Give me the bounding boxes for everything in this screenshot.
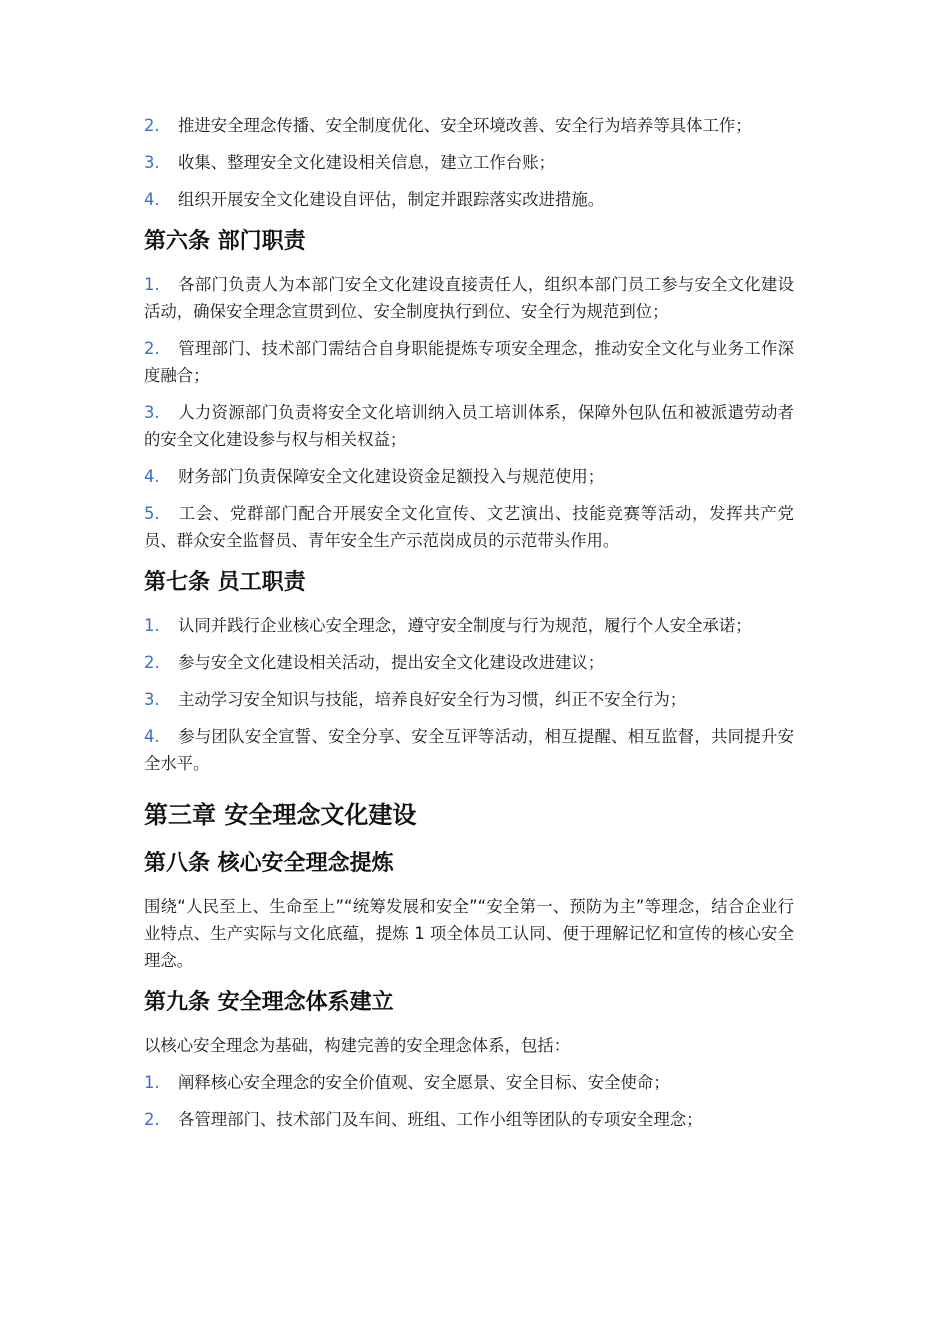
list-text: 财务部门负责保障安全文化建设资金足额投入与规范使用；: [178, 467, 605, 486]
list-number: 1.: [144, 275, 160, 294]
article6-list: [144, 271, 794, 554]
list-text: 各部门负责人为本部门安全文化建设直接责任人，组织本部门员工参与安全文化建设活动，确保安全理念宣贯到位、安全制度执行到位、安全行为规范到位；: [144, 275, 794, 321]
list-text: 参与安全文化建设相关活动，提出安全文化建设改进建议；: [178, 653, 605, 672]
list-text: 各管理部门、技术部门及车间、班组、工作小组等团队的专项安全理念；: [178, 1110, 703, 1129]
list-number: 2.: [144, 1110, 160, 1129]
article7-list: [144, 612, 794, 777]
list-item: [144, 1106, 794, 1133]
list-text: 参与团队安全宣誓、安全分享、安全互评等活动，相互提醒、相互监督，共同提升安全水平。: [144, 727, 794, 773]
list-number: 3.: [144, 690, 160, 709]
list-item: [144, 399, 794, 453]
list-text: 阐释核心安全理念的安全价值观、安全愿景、安全目标、安全使命；: [178, 1073, 670, 1092]
list-item: [144, 1069, 794, 1096]
list-text: 推进安全理念传播、安全制度优化、安全环境改善、安全行为培养等具体工作；: [178, 116, 752, 135]
article8-body: 围绕“人民至上、生命至上”“统筹发展和安全”“安全第一、预防为主”等理念，结合企业行业特点、生产实际与文化底蕴，提炼 1 项全体员工认同、便于理解记忆和宣传的核心安全理念。: [144, 897, 794, 970]
list-text: 管理部门、技术部门需结合自身职能提炼专项安全理念，推动安全文化与业务工作深度融合；: [144, 339, 794, 385]
list-number: 1.: [144, 1073, 160, 1092]
list-item: [144, 186, 794, 213]
article9-list: [144, 1069, 794, 1133]
list-item: [144, 271, 794, 325]
list-text: 收集、整理安全文化建设相关信息，建立工作台账；: [178, 153, 555, 172]
list-text: 人力资源部门负责将安全文化培训纳入员工培训体系，保障外包队伍和被派遣劳动者的安全文化建设参与权与相关权益；: [144, 403, 794, 449]
list-item: [144, 649, 794, 676]
list-item: [144, 335, 794, 389]
document-page: [144, 112, 794, 1143]
article9-heading: 第九条 安全理念体系建立: [144, 990, 394, 1015]
list-item: [144, 686, 794, 713]
list-text: 认同并践行企业核心安全理念，遵守安全制度与行为规范，履行个人安全承诺；: [178, 616, 752, 635]
article7-heading: 第七条 员工职责: [144, 570, 306, 595]
list-text: 工会、党群部门配合开展安全文化宣传、文艺演出、技能竞赛等活动，发挥共产党员、群众安全监督员、青年安全生产示范岗成员的示范带头作用。: [144, 504, 794, 550]
list-item: [144, 500, 794, 554]
article8-heading: 第八条 核心安全理念提炼: [144, 851, 394, 876]
article9-body: 以核心安全理念为基础，构建完善的安全理念体系，包括：: [144, 1036, 571, 1055]
list-number: 1.: [144, 616, 160, 635]
list-number: 4.: [144, 727, 160, 746]
list-number: 5.: [144, 504, 160, 523]
list-number: 3.: [144, 403, 160, 422]
list-number: 4.: [144, 190, 160, 209]
list-item: [144, 149, 794, 176]
list-item: [144, 612, 794, 639]
article6-heading: 第六条 部门职责: [144, 229, 306, 254]
list-number: 4.: [144, 467, 160, 486]
list-item: [144, 112, 794, 139]
list-text: 主动学习安全知识与技能，培养良好安全行为习惯，纠正不安全行为；: [178, 690, 687, 709]
list-text: 组织开展安全文化建设自评估，制定并跟踪落实改进措施。: [178, 190, 605, 209]
duties-list-continued: [144, 112, 794, 213]
list-number: 3.: [144, 153, 160, 172]
list-item: [144, 463, 794, 490]
list-number: 2.: [144, 116, 160, 135]
list-number: 2.: [144, 653, 160, 672]
chapter3-heading: 第三章 安全理念文化建设: [144, 801, 417, 829]
list-number: 2.: [144, 339, 160, 358]
list-item: [144, 723, 794, 777]
